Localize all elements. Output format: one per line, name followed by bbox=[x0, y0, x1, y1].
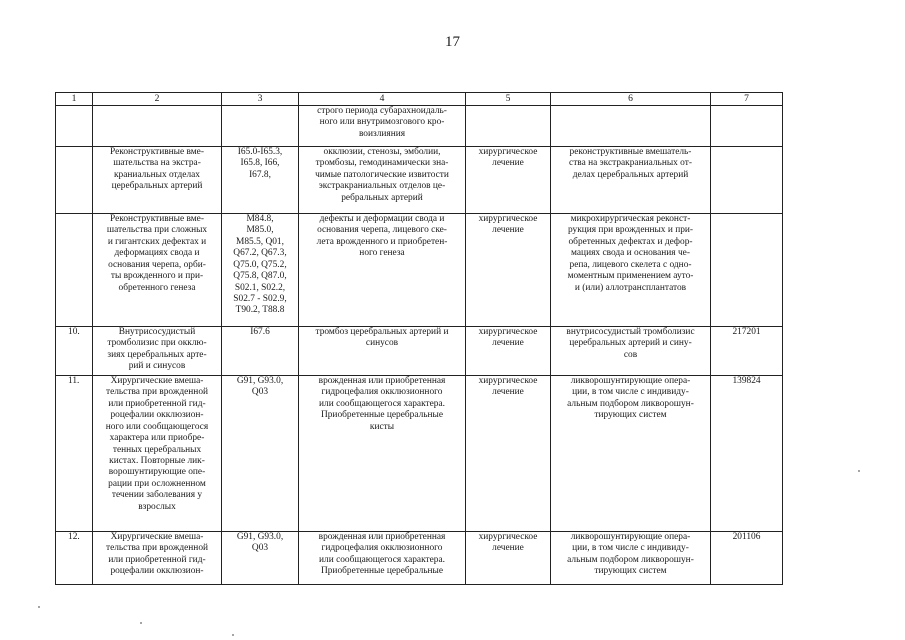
scan-speck bbox=[858, 470, 860, 472]
patient-model: строго периода субарахноидаль- ного или внутримозгового кро- воизлияния bbox=[299, 105, 466, 146]
column-header: 7 bbox=[711, 93, 783, 106]
column-header: 2 bbox=[93, 93, 222, 106]
patient-model: окклюзии, стенозы, эмболии, тромбозы, гемодинамически зна- чимые патологические извитости экстракраниальных отделов це- ребральных артерий bbox=[299, 146, 466, 213]
table-row bbox=[56, 326, 783, 375]
column-header: 6 bbox=[551, 93, 711, 106]
patient-model: дефекты и деформации свода и основания черепа, лицевого ске- лета врожденного и приобретен- ного генеза bbox=[299, 213, 466, 326]
intervention-name: Внутрисосудистый тромболизис при окклю- зиях церебральных арте- рий и синусов bbox=[93, 326, 222, 375]
column-header: 1 bbox=[56, 93, 93, 106]
table-row bbox=[56, 146, 783, 213]
treatment-method: внутрисосудистый тромболизис церебральных артерий и сину- сов bbox=[551, 326, 711, 375]
intervention-name: Хирургические вмеша- тельства при врожденной или приобретенной гид- роцефалии окклюзион- ного или сообщающегося характера или приобре- тенных церебральных кистах. Повторные лик- ворошунтирующие опе- рации при осложненном течении заболевания у взрослых bbox=[93, 375, 222, 531]
icd-codes: I67.6 bbox=[222, 326, 299, 375]
cost-norm bbox=[711, 213, 783, 326]
table-row bbox=[56, 531, 783, 584]
treatment-type: хирургическое лечение bbox=[466, 375, 551, 531]
row-number: 12. bbox=[56, 531, 93, 584]
treatment-type: хирургическое лечение bbox=[466, 531, 551, 584]
scan-speck bbox=[38, 606, 40, 608]
page-number: 17 bbox=[445, 34, 460, 50]
row-number: 10. bbox=[56, 326, 93, 375]
treatment-method bbox=[551, 105, 711, 146]
icd-codes: I65.0-I65.3, I65.8, I66, I67.8, bbox=[222, 146, 299, 213]
column-header: 3 bbox=[222, 93, 299, 106]
column-header: 5 bbox=[466, 93, 551, 106]
patient-model: тромбоз церебральных артерий и синусов bbox=[299, 326, 466, 375]
table-row bbox=[56, 375, 783, 531]
cost-norm: 217201 bbox=[711, 326, 783, 375]
row-number bbox=[56, 213, 93, 326]
treatment-type: хирургическое лечение bbox=[466, 213, 551, 326]
icd-codes: G91, G93.0, Q03 bbox=[222, 531, 299, 584]
intervention-name: Хирургические вмеша- тельства при врожденной или приобретенной гид- роцефалии окклюзион- bbox=[93, 531, 222, 584]
patient-model: врожденная или приобретенная гидроцефалия окклюзионного или сообщающегося характера. Приобретенные церебральные bbox=[299, 531, 466, 584]
column-header: 4 bbox=[299, 93, 466, 106]
scan-speck bbox=[140, 622, 142, 624]
intervention-name: Реконструктивные вме- шательства на экстра- краниальных отделах церебральных артерий bbox=[93, 146, 222, 213]
scan-speck bbox=[232, 634, 234, 636]
intervention-name: Реконструктивные вме- шательства при сложных и гигантских дефектах и деформациях свода и основания черепа, орби- ты врожденного и при- обретенного генеза bbox=[93, 213, 222, 326]
cost-norm bbox=[711, 105, 783, 146]
treatment-method: реконструктивные вмешатель- ства на экстракраниальных от- делах церебральных артерий bbox=[551, 146, 711, 213]
treatment-method: ликворошунтирующие опера- ции, в том числе с индивиду- альным подбором ликворошун- тирующих систем bbox=[551, 375, 711, 531]
icd-codes: M84.8, M85.0, M85.5, Q01, Q67.2, Q67.3, Q75.0, Q75.2, Q75.8, Q87.0, S02.1, S02.2, S02.7 - S02.9, T90.2, T88.8 bbox=[222, 213, 299, 326]
services-table bbox=[55, 92, 783, 585]
cost-norm bbox=[711, 146, 783, 213]
table-row bbox=[56, 213, 783, 326]
cost-norm: 139824 bbox=[711, 375, 783, 531]
row-number bbox=[56, 146, 93, 213]
treatment-method: ликворошунтирующие опера- ции, в том числе с индивиду- альным подбором ликворошун- тирующих систем bbox=[551, 531, 711, 584]
intervention-name bbox=[93, 105, 222, 146]
cost-norm: 201106 bbox=[711, 531, 783, 584]
treatment-type bbox=[466, 105, 551, 146]
treatment-type: хирургическое лечение bbox=[466, 326, 551, 375]
treatment-type: хирургическое лечение bbox=[466, 146, 551, 213]
patient-model: врожденная или приобретенная гидроцефалия окклюзионного или сообщающегося характера. Приобретенные церебральные кисты bbox=[299, 375, 466, 531]
icd-codes bbox=[222, 105, 299, 146]
table-header-row bbox=[56, 93, 783, 106]
table-row bbox=[56, 105, 783, 146]
icd-codes: G91, G93.0, Q03 bbox=[222, 375, 299, 531]
row-number bbox=[56, 105, 93, 146]
row-number: 11. bbox=[56, 375, 93, 531]
treatment-method: микрохирургическая реконст- рукция при врожденных и при- обретенных дефектах и дефор- мациях свода и основания че- репа, лицевого скелета с одно- моментным применением ауто- и (или) аллотрансплантатов bbox=[551, 213, 711, 326]
